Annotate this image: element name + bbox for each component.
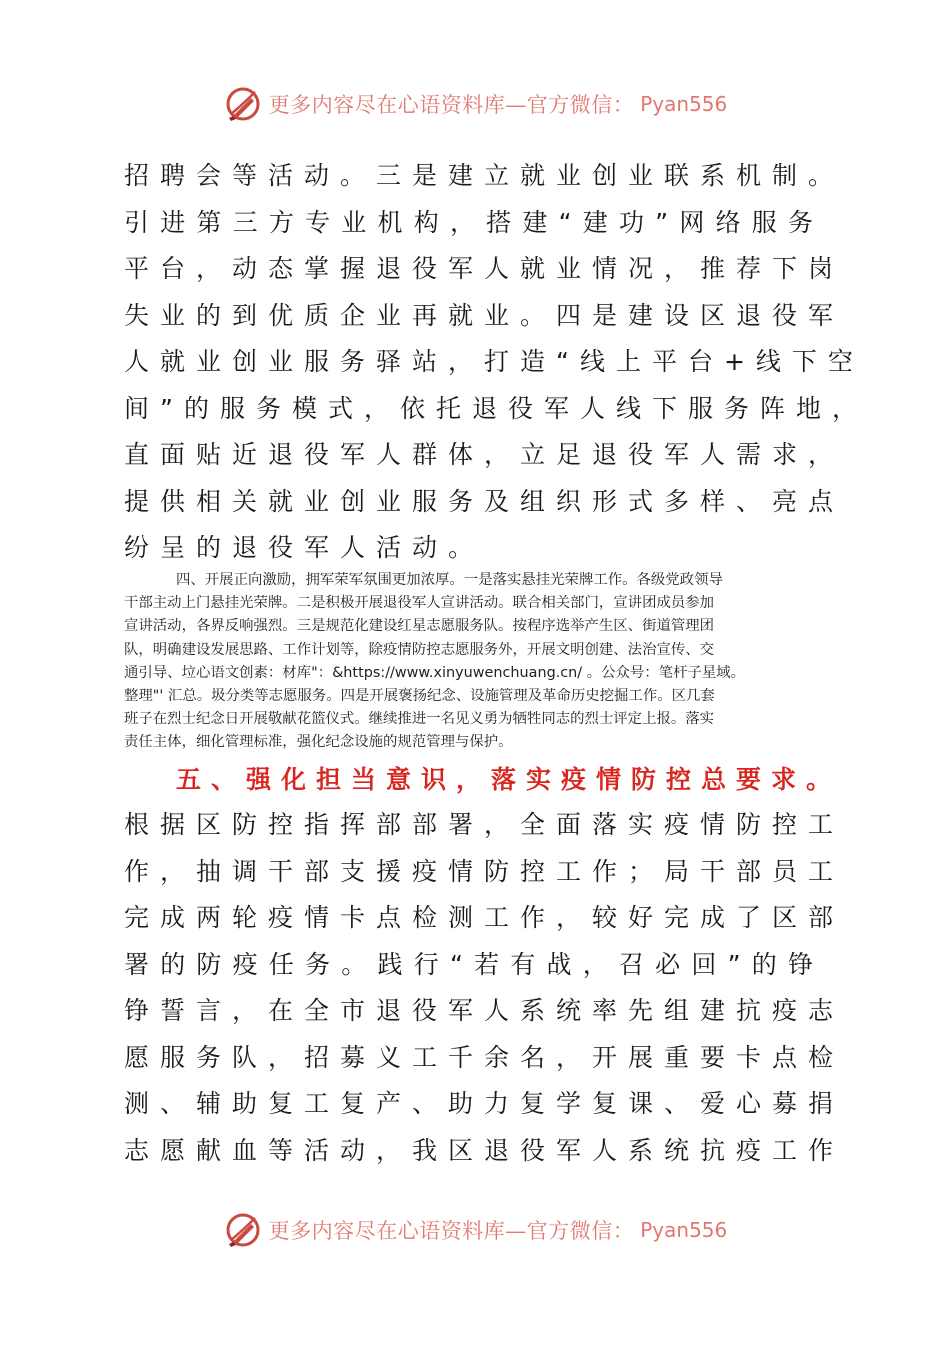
section3-tail-paragraph	[124, 153, 868, 572]
text-line: 纷呈的退役军人活动。	[124, 533, 485, 562]
header-wechat-id: Pyan556	[640, 92, 728, 116]
text-line: 直面贴近退役军人群体，立足退役军人需求，	[124, 440, 845, 469]
text-line: 人就业创业服务驿站，打造“线上平台+线下空	[124, 347, 864, 376]
text-line: 志愿献血等活动，我区退役军人系统抗疫工作	[124, 1135, 845, 1165]
text-line: 作，抽调干部支援疫情防控工作；局干部员工	[124, 856, 845, 886]
text-line: 四、开展正向激励，拥军荣军氛围更加浓厚。一是落实悬挂光荣牌工作。各级党政领导	[176, 572, 723, 588]
text-line: 提供相关就业创业服务及组织形式多样、亮点	[124, 486, 845, 516]
text-line: 根据区防控指挥部部署，全面落实疫情防控工	[124, 810, 845, 839]
text-line: 整理"' 汇总。圾分类等志愿服务。四是开展褒扬纪念、设施管理及革命历史挖掘工作。区几套	[124, 688, 715, 705]
text-line: 宣讲活动，各界反响强烈。三是规范化建设红星志愿服务队。按程序选举产生区、街道管理团	[124, 618, 715, 635]
text-line: 铮誓言，在全市退役军人系统率先组建抗疫志	[124, 996, 845, 1025]
footer-wechat-id: Pyan556	[640, 1218, 728, 1242]
text-line: 队，明确建设发展思路、工作计划等，除疫情防控志愿服务外，开展文明创建、法治宣传、交	[124, 641, 715, 658]
pen-logo-icon	[223, 1210, 263, 1250]
header-banner	[0, 82, 950, 126]
section4-paragraph	[124, 569, 830, 755]
text-line: 班子在烈士纪念日开展敬献花篮仪式。继续推进一名见义勇为牺牲同志的烈士评定上报。落实	[124, 711, 715, 728]
text-line: 招聘会等活动。三是建立就业创业联系机制。	[124, 161, 845, 190]
text-line: 测、辅助复工复产、助力复学复课、爱心募捐	[124, 1089, 845, 1118]
text-line: 署的防疫任务。践行“若有战，召必回”的铮	[124, 949, 824, 979]
text-line: 平台，动态掌握退役军人就业情况，推荐下岗	[124, 254, 845, 283]
text-line: 引进第三方专业机构，搭建“建功”网络服务	[124, 207, 824, 237]
footer-banner	[0, 1208, 950, 1252]
section5-paragraph	[124, 802, 845, 1174]
section5-heading: 五、强化担当意识，落实疫情防控总要求。	[176, 765, 842, 794]
text-line: 失业的到优质企业再就业。四是建设区退役军	[124, 300, 845, 330]
text-line: 干部主动上门悬挂光荣牌。二是积极开展退役军人宣讲活动。联合相关部门，宣讲团成员参加	[124, 595, 715, 612]
footer-banner-text: 更多内容尽在心语资料库—官方微信：	[268, 1219, 635, 1243]
header-banner-text: 更多内容尽在心语资料库—官方微信：	[268, 93, 635, 117]
text-line: 责任主体，细化管理标准，强化纪念设施的规范管理与保护。	[124, 734, 513, 751]
text-line: 间”的服务模式，依托退役军人线下服务阵地，	[124, 393, 868, 423]
text-line: 通引导、垃心语文创素：材库"：&https://www.xinyuwenchuang.cn/ 。公众号：笔杆子星域。	[124, 664, 746, 681]
text-line: 完成两轮疫情卡点检测工作，较好完成了区部	[124, 903, 845, 932]
text-line: 愿服务队，招募义工千余名，开展重要卡点检	[124, 1042, 845, 1072]
pen-logo-icon	[223, 84, 263, 124]
